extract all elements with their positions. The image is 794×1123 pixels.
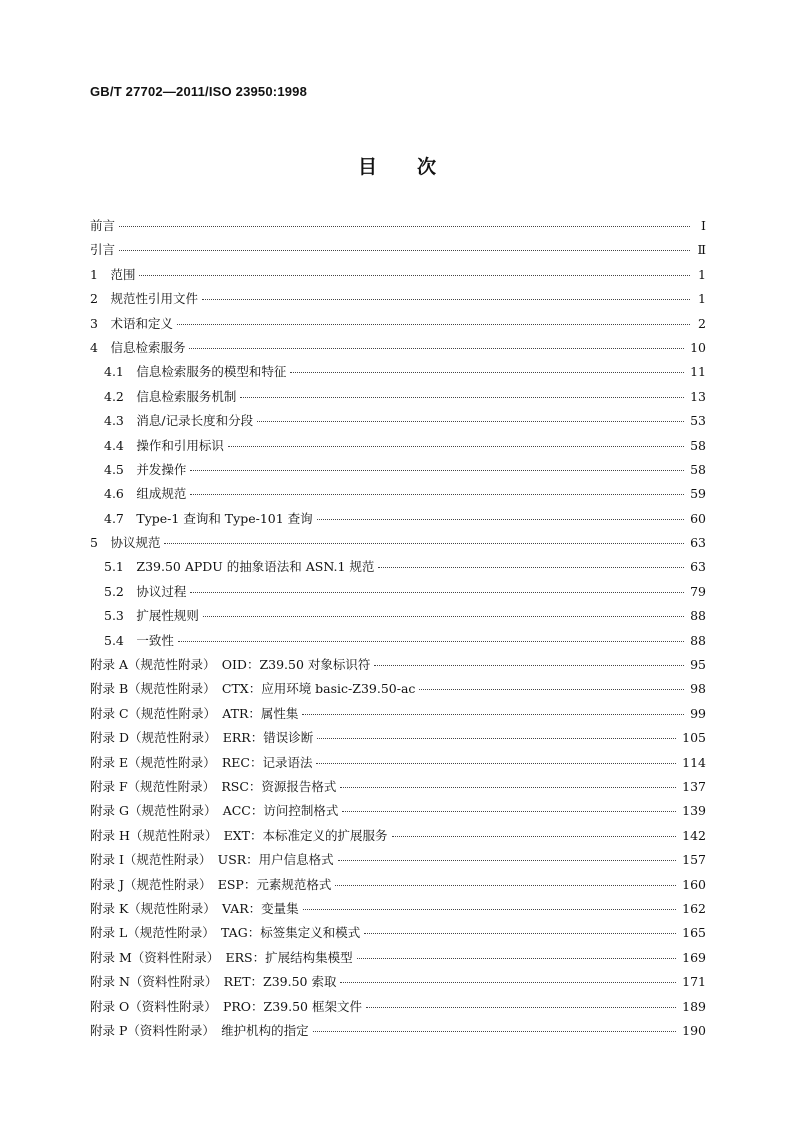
- toc-entry-page-number: 53: [690, 413, 706, 429]
- toc-title-char-2: 次: [417, 156, 437, 178]
- toc-dot-leader: [313, 1031, 677, 1032]
- toc-entry-page-number: 95: [690, 657, 706, 673]
- toc-dot-leader: [257, 421, 684, 422]
- toc-entry-page-number: 88: [690, 608, 706, 624]
- toc-entry-label: 附录 P（资料性附录） 维护机构的指定: [90, 1022, 309, 1038]
- toc-entry[interactable]: [90, 972, 706, 996]
- toc-dot-leader: [190, 494, 684, 495]
- toc-entry-page-number: 58: [690, 437, 706, 453]
- toc-entry-label: 4.4 操作和引用标识: [104, 437, 224, 453]
- toc-entry[interactable]: [90, 753, 706, 777]
- toc-entry-label: 5.3 扩展性规则: [104, 608, 199, 624]
- toc-entry-label: 4.3 消息/记录长度和分段: [104, 413, 254, 429]
- toc-entry[interactable]: [90, 557, 706, 581]
- toc-entry-page-number: 190: [682, 1022, 706, 1038]
- toc-entry-page-number: 114: [682, 754, 706, 770]
- toc-dot-leader: [392, 836, 677, 837]
- toc-entry[interactable]: [90, 436, 706, 460]
- toc-entry-page-number: 63: [690, 559, 706, 575]
- toc-entry-label: 附录 O（资料性附录） PRO：Z39.50 框架文件: [90, 998, 362, 1014]
- toc-entry[interactable]: [90, 387, 706, 411]
- toc-entry[interactable]: [90, 606, 706, 630]
- toc-dot-leader: [139, 275, 690, 276]
- toc-dot-leader: [190, 470, 684, 471]
- toc-dot-leader: [119, 250, 690, 251]
- toc-entry-page-number: 1: [698, 266, 706, 282]
- toc-entry[interactable]: [90, 362, 706, 386]
- toc-dot-leader: [378, 567, 684, 568]
- standard-number-header: GB/T 27702—2011/ISO 23950:1998: [90, 84, 308, 99]
- toc-entry[interactable]: [90, 679, 706, 703]
- toc-entry-label: 5 协议规范: [90, 535, 161, 551]
- toc-entry-label: 4.5 并发操作: [104, 461, 187, 477]
- toc-entry-label: 前言: [90, 218, 116, 233]
- toc-dot-leader: [164, 543, 684, 544]
- toc-entry[interactable]: [90, 509, 706, 533]
- toc-entry-page-number: 162: [682, 900, 706, 916]
- toc-dot-leader: [178, 641, 684, 642]
- toc-entry[interactable]: [90, 533, 706, 557]
- toc-dot-leader: [419, 689, 684, 690]
- toc-entry-page-number: 63: [690, 535, 706, 551]
- toc-entry-label: 5.4 一致性: [104, 632, 174, 648]
- toc-dot-leader: [316, 763, 676, 764]
- toc-dot-leader: [342, 811, 676, 812]
- toc-entry[interactable]: [90, 411, 706, 435]
- toc-entry-label: 1 范围: [90, 266, 136, 282]
- toc-entry-label: 4.6 组成规范: [104, 486, 187, 502]
- toc-dot-leader: [374, 665, 684, 666]
- toc-entry-page-number: 142: [682, 827, 706, 843]
- toc-entry-label: 附录 G（规范性附录） ACC：访问控制格式: [90, 803, 339, 819]
- toc-entry[interactable]: [90, 216, 706, 240]
- toc-dot-leader: [302, 714, 684, 715]
- toc-dot-leader: [177, 324, 690, 325]
- toc-dot-leader: [119, 226, 690, 227]
- toc-entry-page-number: 13: [690, 388, 706, 404]
- toc-entry[interactable]: [90, 338, 706, 362]
- toc-entry-label: 附录 J（规范性附录） ESP：元素规范格式: [90, 876, 332, 892]
- toc-dot-leader: [290, 372, 684, 373]
- toc-entry-label: 4 信息检索服务: [90, 339, 186, 355]
- toc-entry-page-number: 160: [682, 876, 706, 892]
- toc-entry-label: 4.1 信息检索服务的模型和特征: [104, 364, 287, 380]
- toc-dot-leader: [190, 592, 684, 593]
- toc-entry-page-number: 11: [690, 364, 706, 380]
- toc-dot-leader: [317, 738, 676, 739]
- toc-dot-leader: [364, 933, 676, 934]
- toc-dot-leader: [366, 1007, 676, 1008]
- toc-entry-page-number: 60: [690, 510, 706, 526]
- toc-dot-leader: [317, 519, 684, 520]
- toc-title-char-1: 目: [357, 156, 377, 178]
- toc-entry-label: 附录 E（规范性附录） REC：记录语法: [90, 754, 313, 770]
- toc-dot-leader: [340, 787, 676, 788]
- toc-entry-page-number: 88: [690, 632, 706, 648]
- toc-entry-label: 引言: [90, 242, 116, 258]
- toc-entry-label: 附录 L（规范性附录） TAG：标签集定义和模式: [90, 925, 361, 941]
- toc-entry-label: 附录 I（规范性附录） USR：用户信息格式: [90, 852, 334, 868]
- toc-dot-leader: [189, 348, 684, 349]
- toc-entry-page-number: 1: [698, 291, 706, 307]
- toc-entry[interactable]: [90, 704, 706, 728]
- toc-entry[interactable]: [90, 289, 706, 313]
- toc-dot-leader: [203, 616, 684, 617]
- toc-entry[interactable]: [90, 265, 706, 289]
- toc-entry-label: 附录 A（规范性附录） OID：Z39.50 对象标识符: [90, 657, 371, 673]
- toc-entry-page-number: 99: [690, 705, 706, 721]
- toc-entry-page-number: 171: [682, 974, 706, 990]
- toc-entry[interactable]: [90, 997, 706, 1021]
- toc-entry[interactable]: [90, 460, 706, 484]
- toc-entry[interactable]: [90, 923, 706, 947]
- toc-entry[interactable]: [90, 948, 706, 972]
- toc-entry[interactable]: [90, 826, 706, 850]
- toc-entry-page-number: 169: [682, 949, 706, 965]
- toc-entry-page-number: 10: [690, 339, 706, 355]
- toc-entry-label: 附录 M（资料性附录） ERS：扩展结构集模型: [90, 949, 353, 965]
- toc-entry-label: 5.1 Z39.50 APDU 的抽象语法和 ASN.1 规范: [104, 559, 375, 575]
- toc-entry[interactable]: [90, 631, 706, 655]
- toc-dot-leader: [335, 885, 676, 886]
- toc-dot-leader: [338, 860, 676, 861]
- toc-entry[interactable]: [90, 655, 706, 679]
- toc-entry-page-number: 59: [690, 486, 706, 502]
- toc-entry[interactable]: [90, 240, 706, 264]
- toc-dot-leader: [202, 299, 690, 300]
- toc-entry-page-number: 137: [682, 778, 706, 794]
- toc-entry[interactable]: [90, 314, 706, 338]
- toc-entry-page-number: 98: [690, 681, 706, 697]
- toc-entry[interactable]: [90, 899, 706, 923]
- toc-entry[interactable]: [90, 1021, 706, 1045]
- toc-entry-page-number: Ⅱ: [697, 242, 706, 258]
- toc-entry-label: 附录 H（规范性附录） EXT：本标准定义的扩展服务: [90, 827, 388, 843]
- toc-dot-leader: [240, 397, 684, 398]
- toc-entry-page-number: Ⅰ: [701, 218, 706, 233]
- toc-entry-page-number: 165: [682, 925, 706, 941]
- table-of-contents: [90, 216, 706, 1045]
- toc-entry-label: 附录 N（资料性附录） RET：Z39.50 索取: [90, 974, 337, 990]
- toc-entry[interactable]: [90, 850, 706, 874]
- toc-entry[interactable]: [90, 582, 706, 606]
- toc-entry-page-number: 105: [682, 730, 706, 746]
- toc-entry-label: 附录 F（规范性附录） RSC：资源报告格式: [90, 778, 337, 794]
- toc-entry-label: 2 规范性引用文件: [90, 291, 198, 307]
- toc-entry[interactable]: [90, 777, 706, 801]
- toc-entry-page-number: 139: [682, 803, 706, 819]
- toc-entry-label: 4.7 Type-1 查询和 Type-101 查询: [104, 510, 313, 526]
- toc-entry-label: 附录 C（规范性附录） ATR：属性集: [90, 705, 299, 721]
- toc-entry-page-number: 79: [690, 583, 706, 599]
- toc-dot-leader: [357, 958, 677, 959]
- toc-entry-label: 附录 B（规范性附录） CTX：应用环境 basic-Z39.50-ac: [90, 681, 416, 697]
- toc-entry-label: 附录 K（规范性附录） VAR：变量集: [90, 900, 299, 916]
- toc-entry-label: 附录 D（规范性附录） ERR：错误诊断: [90, 730, 314, 746]
- toc-dot-leader: [228, 446, 684, 447]
- toc-entry-page-number: 189: [682, 998, 706, 1014]
- toc-dot-leader: [340, 982, 676, 983]
- toc-entry[interactable]: [90, 728, 706, 752]
- toc-entry-page-number: 157: [682, 852, 706, 868]
- toc-entry-label: 3 术语和定义: [90, 315, 173, 331]
- toc-entry-page-number: 2: [698, 315, 706, 331]
- toc-title: [0, 152, 794, 179]
- toc-entry[interactable]: [90, 801, 706, 825]
- toc-entry-page-number: 58: [690, 461, 706, 477]
- toc-entry[interactable]: [90, 875, 706, 899]
- toc-dot-leader: [303, 909, 676, 910]
- toc-entry-label: 4.2 信息检索服务机制: [104, 388, 237, 404]
- toc-entry-label: 5.2 协议过程: [104, 583, 187, 599]
- toc-entry[interactable]: [90, 484, 706, 508]
